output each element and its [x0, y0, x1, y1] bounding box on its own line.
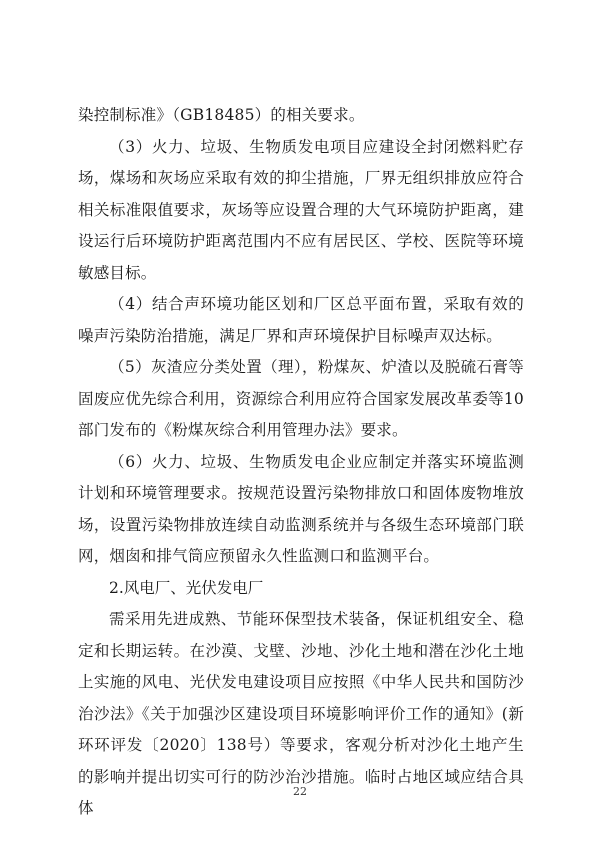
paragraph-item-6: （6）火力、垃圾、生物质发电企业应制定并落实环境监测计划和环境管理要求。按规范设置污染物排放口和固体废物堆放场，设置污染物排放连续自动监测系统并与各级生态环境部门联网，烟囱和排气筒应预留永久性监测口和监测平台。	[78, 452, 524, 565]
paragraph-continued: 染控制标准》（GB18485）的相关要求。	[78, 106, 365, 124]
page-number: 22	[293, 785, 307, 798]
paragraph-item-5: （5）灰渣应分类处置（理），粉煤灰、炉渣以及脱硫石膏等固废应优先综合利用，资源综合利用应符合国家发展改革委等10部门发布的《粉煤灰综合利用管理办法》要求。	[78, 358, 524, 439]
paragraph-item-3: （3）火力、垃圾、生物质发电项目应建设全封闭燃料贮存场，煤场和灰场应采取有效的抑尘措施，厂界无组织排放应符合相关标准限值要求，灰场等应设置合理的大气环境防护距离，建设运行后环境防护距离范围内不应有居民区、学校、医院等环境敏感目标。	[78, 137, 524, 282]
section-heading: 2.风电厂、光伏发电厂	[109, 578, 264, 597]
paragraph-item-4: （4）结合声环境功能区划和厂区总平面布置，采取有效的噪声污染防治措施，满足厂界和声环境保护目标噪声双达标。	[78, 295, 524, 345]
section-paragraph: 需采用先进成熟、节能环保型技术装备，保证机组安全、稳定和长期运转。在沙漠、戈壁、沙地、沙化土地和潜在沙化土地上实施的风电、光伏发电建设项目应按照《中华人民共和国防沙治沙法》《关于加强沙区建设项目环境影响评价工作的通知》(新环环评发〔2020〕138号）等要求，客观分析对沙化土地产生的影响并提出切实可行的防沙治沙措施。临时占地区域应结合具体	[78, 610, 524, 817]
document-body	[78, 100, 524, 825]
